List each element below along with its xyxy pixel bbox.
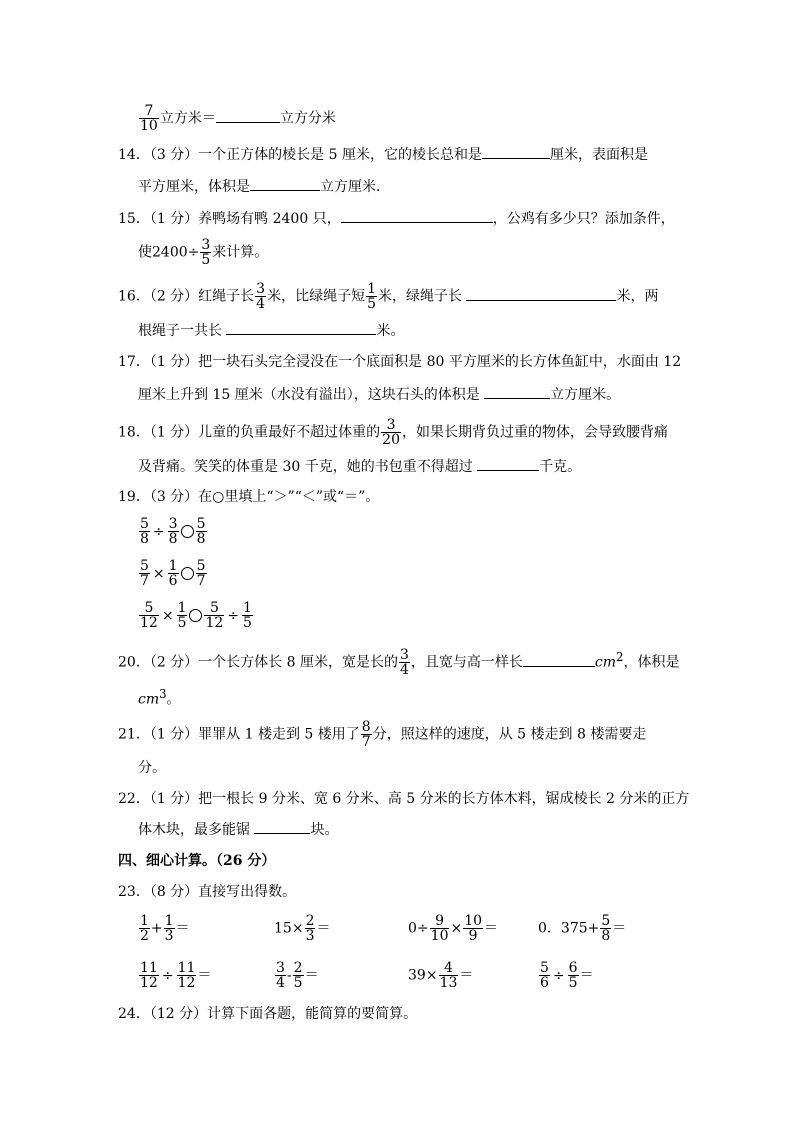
question-15: 15．（1 分）养鸭场有鸭 2400 只， ，公鸡有多少只？添加条件， [118, 208, 675, 229]
answer-blank[interactable] [216, 108, 280, 123]
answer-blank[interactable] [250, 176, 320, 191]
fraction: $\frac{3}{4}$ [256, 281, 266, 312]
fraction: $\frac{1}{5}$ [367, 281, 377, 312]
question-20-line2: $cm^3$。 [138, 687, 181, 708]
question-17-line2: 厘米上升到 15 厘米（水没有溢出），这块石头的体积是 立方厘米。 [138, 384, 620, 405]
compare-circle[interactable] [181, 567, 194, 580]
calc-item-1: $\frac{1}{2}$ + $\frac{1}{3}$ ＝ [140, 913, 190, 944]
question-16-line2: 根绳子一共长 米。 [138, 320, 404, 341]
calc-item-8: $\frac{5}{6}$ ÷ $\frac{6}{5}$ ＝ [540, 960, 594, 991]
question-16: 16．（2 分）红绳子长 $\frac{3}{4}$ 米，比绿绳子短 $\frac{1}{5}$ 米，绿绳子长 米，两 [118, 281, 659, 312]
question-19: 19．（3 分）在○里填上“＞”“＜”或“＝”。 [118, 489, 380, 505]
compare-circle[interactable] [181, 525, 194, 538]
question-14: 14．（3 分）一个正方体的棱长是 5 厘米，它的棱长总和是 厘米，表面积是 [118, 144, 648, 165]
answer-blank[interactable] [254, 819, 310, 834]
answer-blank[interactable] [484, 384, 550, 399]
calc-item-7: 39× $\frac{4}{13}$ ＝ [408, 960, 474, 991]
q13-tail: $\frac{7}{10}$ 立方米＝ 立方分米 [140, 103, 336, 134]
question-21-line2: 分。 [138, 760, 166, 776]
answer-blank[interactable] [482, 144, 550, 159]
compare-row-1: $\frac{5}{8}$ ÷ $\frac{3}{8}$ $\frac{5}{8}$ [140, 516, 206, 547]
question-18: 18．（1 分）儿童的负重最好不超过体重的 $\frac{3}{20}$ ，如果长期背负过重的物体，会导致腰背痛 [118, 417, 668, 448]
calc-item-6: $\frac{3}{4}$ - $\frac{2}{5}$ ＝ [276, 960, 319, 991]
compare-circle[interactable] [189, 609, 202, 622]
question-14-line2: 平方厘米，体积是 立方厘米． [138, 176, 390, 197]
question-22: 22．（1 分）把一根长 9 分米、宽 6 分米、高 5 分米的长方体木料，锯成棱长 2 分米的正方 [118, 791, 690, 807]
fraction: $\frac{8}{7}$ [361, 719, 371, 750]
answer-blank[interactable] [226, 320, 376, 335]
question-18-line2: 及背痛。笑笑的体重是 30 千克，她的书包重不得超过 千克。 [138, 456, 581, 477]
question-23: 23．（8 分）直接写出得数。 [118, 884, 297, 900]
fraction: $\frac{3}{20}$ [382, 417, 400, 448]
question-21: 21．（1 分）罪罪从 1 楼走到 5 楼用了 $\frac{8}{7}$ 分，照这样的速度，从 5 楼走到 8 楼需要走 [118, 719, 647, 750]
question-24: 24．（12 分）计算下面各题，能简算的要简算。 [118, 1006, 418, 1022]
question-22-line2: 体木块，最多能锯 块。 [138, 819, 338, 840]
fraction: $\frac{3}{4}$ [399, 647, 409, 679]
fraction: $\frac{3}{5}$ [201, 237, 211, 268]
calc-item-5: $\frac{11}{12}$ ÷ $\frac{11}{12}$ ＝ [140, 960, 212, 991]
question-15-line2: 使2400÷ $\frac{3}{5}$ 来计算。 [138, 237, 269, 268]
calc-item-2: 15× $\frac{2}{3}$ ＝ [274, 913, 331, 944]
answer-blank[interactable] [466, 286, 616, 301]
calc-item-3: 0÷ $\frac{9}{10}$ × $\frac{10}{9}$ ＝ [408, 913, 499, 944]
question-17: 17．（1 分）把一块石头完全浸没在一个底面积是 80 平方厘米的长方体鱼缸中，水面由 12 [118, 354, 682, 370]
calc-item-4: 0．375+ $\frac{5}{8}$ ＝ [538, 913, 627, 944]
fraction: $\frac{7}{10}$ [140, 103, 158, 134]
answer-blank[interactable] [523, 652, 595, 667]
question-20: 20．（2 分）一个长方体长 8 厘米，宽是长的 $\frac{3}{4}$ ，且宽与高一样长 $cm^2$，体积是 [118, 647, 680, 679]
compare-row-2: $\frac{5}{7}$ × $\frac{1}{6}$ $\frac{5}{7}$ [140, 558, 206, 589]
section-title: 四、细心计算。（26 分） [118, 853, 276, 869]
answer-blank[interactable] [341, 208, 493, 223]
compare-row-3: $\frac{5}{12}$ × $\frac{1}{5}$ $\frac{5}{12}$ ÷ $\frac{1}{5}$ [140, 600, 252, 631]
answer-blank[interactable] [477, 456, 539, 471]
